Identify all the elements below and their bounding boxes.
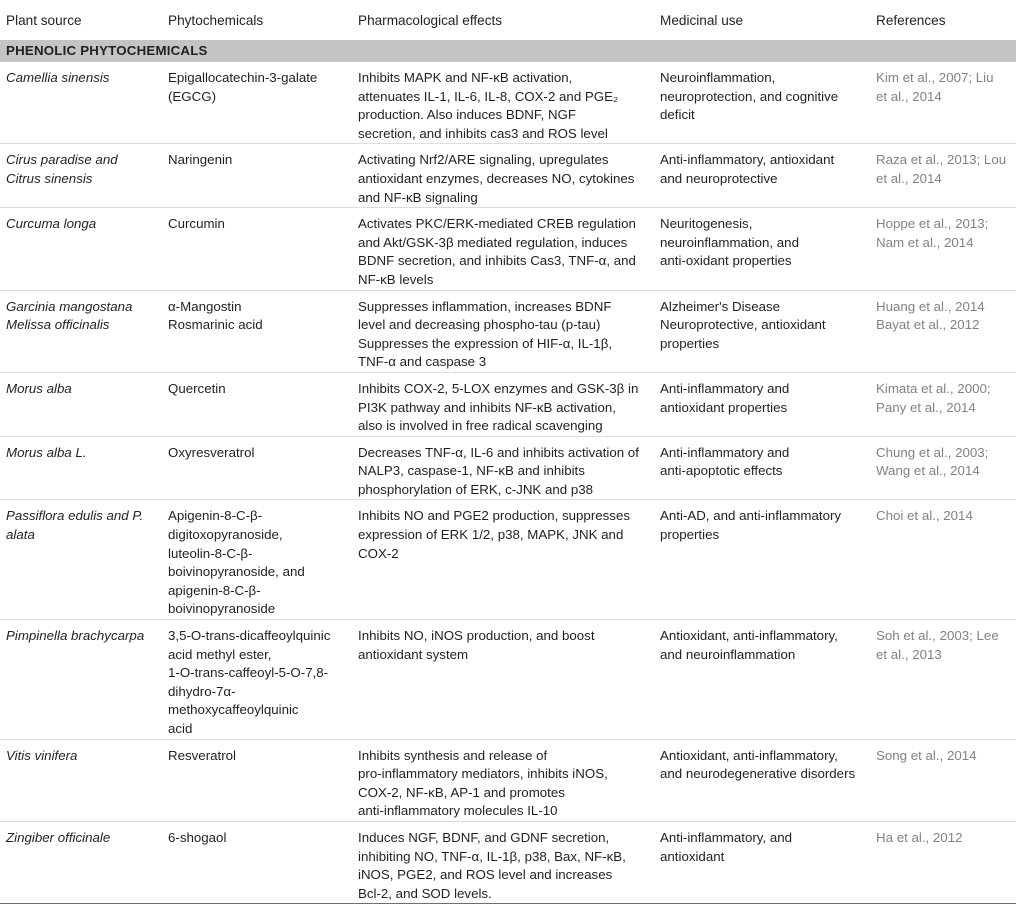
effects-cell [352, 144, 654, 208]
header-plant-source: Plant source [6, 13, 82, 28]
cell-line: Anti-inflammatory and [660, 380, 790, 396]
references-cell[interactable] [870, 144, 1016, 208]
cell-line: and neuroprotective [660, 170, 778, 186]
plant-source-cell [0, 500, 162, 620]
references-cell[interactable] [870, 436, 1016, 500]
effects-cell [352, 372, 654, 436]
references-cell[interactable] [870, 821, 1016, 903]
cell-line: Hoppe et al., 2013; [876, 216, 989, 232]
cell-line: inhibiting NO, TNF-α, IL-1β, p38, Bax, NF-κB, [358, 848, 626, 864]
cell-line: Cirus paradise and [6, 152, 118, 168]
cell-line: Suppresses the expression of HIF-α, IL-1β, [358, 335, 613, 351]
cell-line: alata [6, 527, 35, 543]
cell-line: Rosmarinic acid [168, 317, 263, 333]
cell-line: antioxidant enzymes, decreases NO, cytokines [358, 170, 635, 186]
cell-line: anti-apoptotic effects [660, 463, 783, 479]
plant-source-cell [0, 372, 162, 436]
header-pharmacological-effects: Pharmacological effects [358, 13, 503, 28]
cell-line: α-Mangostin [168, 298, 242, 314]
table-row [0, 739, 1016, 821]
cell-line: Neuritogenesis, [660, 216, 753, 232]
cell-line: 6-shogaol [168, 829, 227, 845]
cell-line: Induces NGF, BDNF, and GDNF secretion, [358, 829, 610, 845]
phytochemicals-cell [162, 372, 352, 436]
cell-line: 3,5-O-trans-dicaffeoylquinic [168, 628, 331, 644]
phytochemicals-cell [162, 739, 352, 821]
cell-line: Resveratrol [168, 747, 236, 763]
table-row [0, 144, 1016, 208]
cell-line: BDNF secretion, and inhibits Cas3, TNF-α, and [358, 253, 636, 269]
table-row [0, 620, 1016, 740]
cell-line: anti-inflammatory molecules IL-10 [358, 803, 558, 819]
plant-source-cell [0, 739, 162, 821]
references-cell[interactable] [870, 62, 1016, 144]
cell-line: properties [660, 335, 720, 351]
phytochemicals-cell [162, 500, 352, 620]
cell-line: Inhibits NO, iNOS production, and boost [358, 628, 595, 644]
medicinal-use-cell [654, 500, 870, 620]
cell-line: antioxidant system [358, 646, 469, 662]
cell-line: Soh et al., 2003; Lee [876, 628, 999, 644]
cell-line: Anti-inflammatory, antioxidant [660, 152, 835, 168]
phytochemicals-cell [162, 620, 352, 740]
header-phytochemicals: Phytochemicals [168, 13, 264, 28]
cell-line: Oxyresveratrol [168, 444, 255, 460]
cell-line: boivinopyranoside, and [168, 564, 305, 580]
cell-line: et al., 2014 [876, 170, 942, 186]
cell-line: production. Also induces BDNF, NGF [358, 107, 577, 123]
phytochemicals-cell [162, 436, 352, 500]
section-row [0, 38, 1016, 62]
cell-line: Camellia sinensis [6, 70, 110, 85]
effects-cell [352, 436, 654, 500]
table-row [0, 436, 1016, 500]
phytochemicals-cell [162, 290, 352, 372]
cell-line: acid [168, 721, 193, 736]
cell-line: also is involved in free radical scavenging [358, 418, 603, 434]
plant-source-cell [0, 208, 162, 290]
cell-line: and neuroinflammation [660, 646, 796, 662]
phytochemicals-cell [162, 62, 352, 144]
cell-line: Anti-AD, and anti-inflammatory [660, 508, 842, 524]
cell-line: Activates PKC/ERK-mediated CREB regulation [358, 216, 636, 232]
cell-line: Passiflora edulis and P. [6, 508, 144, 524]
cell-line: TNF-α and caspase 3 [358, 354, 487, 370]
cell-line: Raza et al., 2013; Lou [876, 152, 1007, 168]
cell-line: Quercetin [168, 380, 226, 396]
cell-line: acid methyl ester, [168, 646, 272, 662]
cell-line: expression of ERK 1/2, p38, MAPK, JNK and [358, 527, 624, 543]
cell-line: attenuates IL-1, IL-6, IL-8, COX-2 and PGE₂ [358, 88, 619, 104]
cell-line: Bayat et al., 2012 [876, 317, 980, 333]
references-cell[interactable] [870, 739, 1016, 821]
effects-cell [352, 62, 654, 144]
table-row [0, 500, 1016, 620]
table-header-row [0, 0, 1016, 38]
cell-line: Zingiber officinale [6, 829, 111, 845]
cell-line: and NF-κB signaling [358, 189, 478, 205]
cell-line: Anti-inflammatory and [660, 444, 790, 460]
medicinal-use-cell [654, 62, 870, 144]
medicinal-use-cell [654, 620, 870, 740]
cell-line: 1-O-trans-caffeoyl-5-O-7,8- [168, 665, 329, 681]
cell-line: Melissa officinalis [6, 317, 110, 333]
medicinal-use-cell [654, 739, 870, 821]
plant-source-cell [0, 620, 162, 740]
cell-line: properties [660, 527, 720, 543]
cell-line: deficit [660, 107, 695, 123]
cell-line: phosphorylation of ERK, c-JNK and p38 [358, 481, 594, 497]
effects-cell [352, 620, 654, 740]
phytochemicals-cell [162, 821, 352, 903]
cell-line: Citrus sinensis [6, 170, 93, 186]
cell-line: digitoxopyranoside, [168, 527, 283, 543]
cell-line: Bcl-2, and SOD levels. [358, 885, 492, 901]
cell-line: iNOS, PGE2, and ROS level and increases [358, 867, 613, 883]
cell-line: Antioxidant, anti-inflammatory, [660, 628, 838, 644]
plant-source-cell [0, 436, 162, 500]
cell-line: Apigenin-8-C-β- [168, 508, 263, 524]
cell-line: Huang et al., 2014 [876, 298, 985, 314]
cell-line: dihydro-7α- [168, 683, 236, 699]
cell-line: Curcumin [168, 216, 225, 232]
medicinal-use-cell [654, 436, 870, 500]
cell-line: neuroprotection, and cognitive [660, 88, 839, 104]
cell-line: boivinopyranoside [168, 601, 276, 617]
cell-line: (EGCG) [168, 88, 217, 104]
medicinal-use-cell [654, 144, 870, 208]
cell-line: Ha et al., 2012 [876, 829, 963, 845]
references-cell[interactable] [870, 290, 1016, 372]
references-cell[interactable] [870, 208, 1016, 290]
cell-line: COX-2, NF-κB, AP-1 and promotes [358, 784, 565, 800]
cell-line: Naringenin [168, 152, 233, 168]
effects-cell [352, 500, 654, 620]
cell-line: Suppresses inflammation, increases BDNF [358, 298, 612, 314]
cell-line: Anti-inflammatory, and [660, 829, 793, 845]
plant-source-cell [0, 290, 162, 372]
cell-line: antioxidant properties [660, 399, 788, 415]
table-row [0, 290, 1016, 372]
cell-line: level and decreasing phospho-tau (p-tau) [358, 317, 601, 333]
cell-line: Antioxidant, anti-inflammatory, [660, 747, 838, 763]
cell-line: Kimata et al., 2000; [876, 380, 991, 396]
cell-line: Choi et al., 2014 [876, 508, 973, 524]
cell-line: anti-oxidant properties [660, 253, 792, 269]
section-label: PHENOLIC PHYTOCHEMICALS [0, 38, 1016, 62]
cell-line: methoxycaffeoylquinic [168, 702, 299, 718]
cell-line: antioxidant [660, 848, 725, 864]
cell-line: Song et al., 2014 [876, 747, 977, 763]
references-cell[interactable] [870, 500, 1016, 620]
references-cell[interactable] [870, 372, 1016, 436]
plant-source-cell [0, 144, 162, 208]
cell-line: Neuroinflammation, [660, 70, 776, 85]
effects-cell [352, 739, 654, 821]
effects-cell [352, 821, 654, 903]
cell-line: secretion, and inhibits cas3 and ROS level [358, 125, 608, 141]
cell-line: Inhibits MAPK and NF-κB activation, [358, 70, 573, 85]
cell-line: Wang et al., 2014 [876, 463, 980, 479]
cell-line: Garcinia mangostana [6, 298, 133, 314]
cell-line: Pany et al., 2014 [876, 399, 976, 415]
medicinal-use-cell [654, 290, 870, 372]
header-medicinal-use: Medicinal use [660, 13, 744, 28]
phytochemicals-cell [162, 144, 352, 208]
cell-line: et al., 2014 [876, 88, 942, 104]
cell-line: NALP3, caspase-1, NF-κB and inhibits [358, 463, 585, 479]
cell-line: Inhibits synthesis and release of [358, 747, 548, 763]
plant-source-cell [0, 821, 162, 903]
cell-line: and neurodegenerative disorders [660, 766, 856, 782]
effects-cell [352, 290, 654, 372]
cell-line: NF-κB levels [358, 271, 434, 287]
cell-line: Vitis vinifera [6, 747, 78, 763]
cell-line: Chung et al., 2003; [876, 444, 989, 460]
cell-line: luteolin-8-C-β- [168, 545, 253, 561]
cell-line: Pimpinella brachycarpa [6, 628, 145, 644]
header-references: References [876, 13, 946, 28]
effects-cell [352, 208, 654, 290]
phytochemicals-cell [162, 208, 352, 290]
cell-line: neuroinflammation, and [660, 234, 799, 250]
cell-line: PI3K pathway and inhibits NF-κB activation, [358, 399, 616, 415]
cell-line: Morus alba L. [6, 444, 87, 460]
cell-line: Epigallocatechin-3-galate [168, 70, 318, 85]
cell-line: Inhibits NO and PGE2 production, suppresses [358, 508, 630, 524]
cell-line: Neuroprotective, antioxidant [660, 317, 826, 333]
cell-line: Activating Nrf2/ARE signaling, upregulates [358, 152, 609, 168]
references-cell[interactable] [870, 620, 1016, 740]
medicinal-use-cell [654, 372, 870, 436]
cell-line: Nam et al., 2014 [876, 234, 974, 250]
table-row [0, 372, 1016, 436]
cell-line: Kim et al., 2007; Liu [876, 70, 994, 85]
cell-line: Decreases TNF-α, IL-6 and inhibits activation of [358, 444, 639, 460]
plant-source-cell [0, 62, 162, 144]
cell-line: pro-inflammatory mediators, inhibits iNOS, [358, 766, 608, 782]
cell-line: Curcuma longa [6, 216, 97, 232]
table-row [0, 208, 1016, 290]
cell-line: et al., 2013 [876, 646, 942, 662]
cell-line: Inhibits COX-2, 5-LOX enzymes and GSK-3β in [358, 380, 639, 396]
cell-line: apigenin-8-C-β- [168, 582, 261, 598]
medicinal-use-cell [654, 821, 870, 903]
cell-line: COX-2 [358, 545, 399, 561]
table-row [0, 62, 1016, 144]
cell-line: and Akt/GSK-3β mediated regulation, induces [358, 234, 628, 250]
cell-line: Alzheimer's Disease [660, 298, 781, 314]
medicinal-use-cell [654, 208, 870, 290]
cell-line: Morus alba [6, 380, 72, 396]
table-row [0, 821, 1016, 903]
